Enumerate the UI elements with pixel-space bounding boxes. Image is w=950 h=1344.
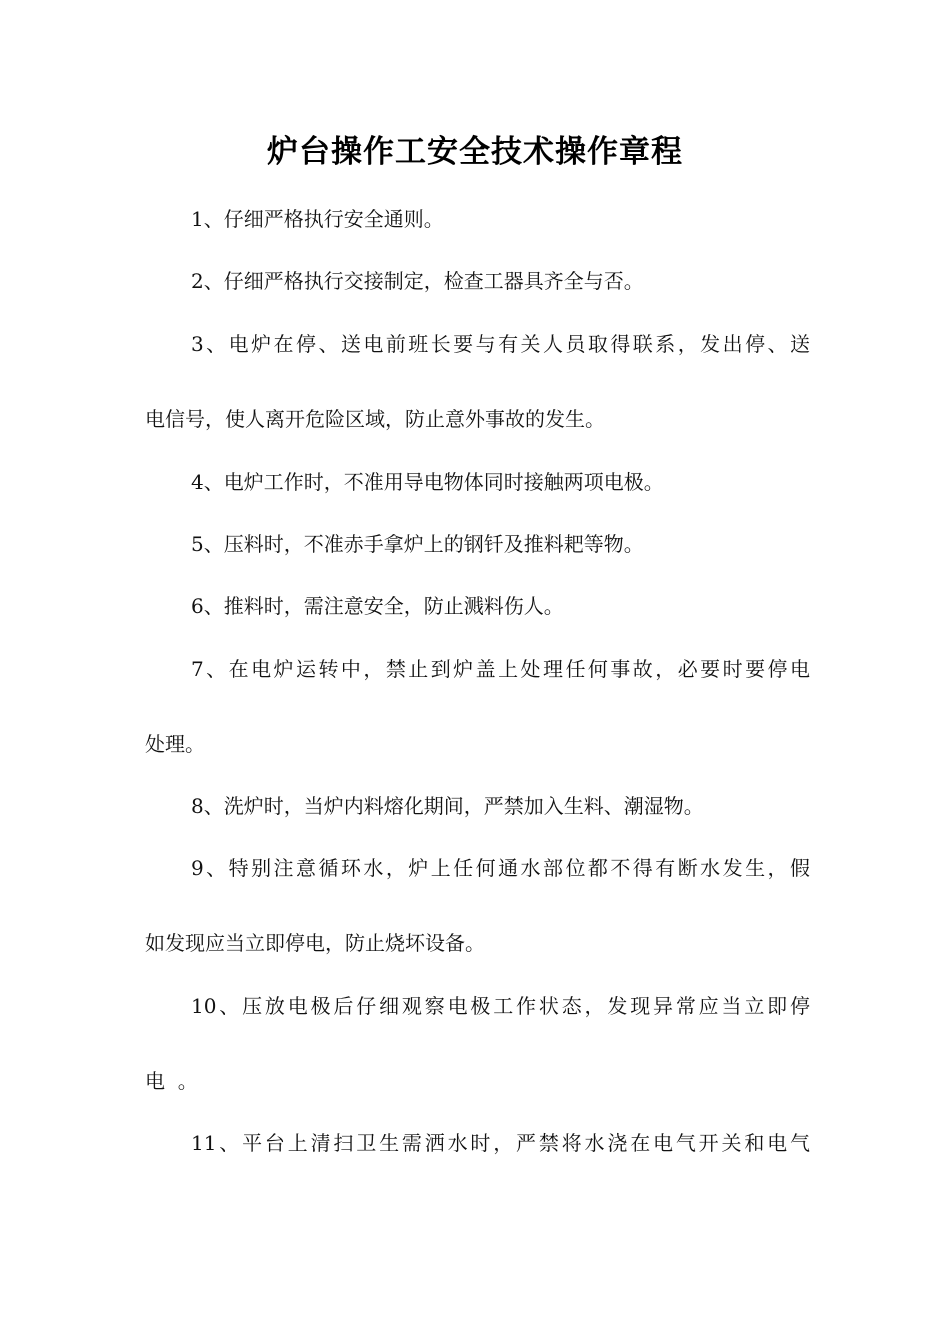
rule-5: 5、压料时，不准赤手拿炉上的钢钎及推料耙等物。	[191, 532, 644, 556]
rule-3-line-1: 3、电炉在停、送电前班长要与有关人员取得联系，发出停、送	[191, 332, 810, 356]
rule-1: 1、仔细严格执行安全通则。	[191, 207, 444, 231]
rule-10-line-1: 10、压放电极后仔细观察电极工作状态，发现异常应当立即停	[191, 994, 810, 1018]
rule-9-line-1: 9、特别注意循环水，炉上任何通水部位都不得有断水发生，假	[191, 856, 810, 880]
document-title: 炉台操作工安全技术操作章程	[267, 134, 683, 170]
rule-2: 2、仔细严格执行交接制定，检查工器具齐全与否。	[191, 269, 644, 293]
rule-3-line-2: 电信号，使人离开危险区域，防止意外事故的发生。	[145, 407, 605, 431]
rule-7-line-2: 处理。	[145, 732, 205, 756]
rule-10-line-2: 电 。	[145, 1069, 198, 1093]
rule-6: 6、推料时，需注意安全，防止溅料伤人。	[191, 594, 564, 618]
rule-4: 4、电炉工作时，不准用导电物体同时接触两项电极。	[191, 470, 664, 494]
rule-7-line-1: 7、在电炉运转中，禁止到炉盖上处理任何事故，必要时要停电	[191, 657, 810, 681]
rule-9-line-2: 如发现应当立即停电，防止烧坏设备。	[145, 931, 485, 955]
rule-11-line-1: 11、平台上清扫卫生需洒水时，严禁将水浇在电气开关和电气	[191, 1131, 810, 1155]
rule-8: 8、洗炉时，当炉内料熔化期间，严禁加入生料、潮湿物。	[191, 794, 704, 818]
